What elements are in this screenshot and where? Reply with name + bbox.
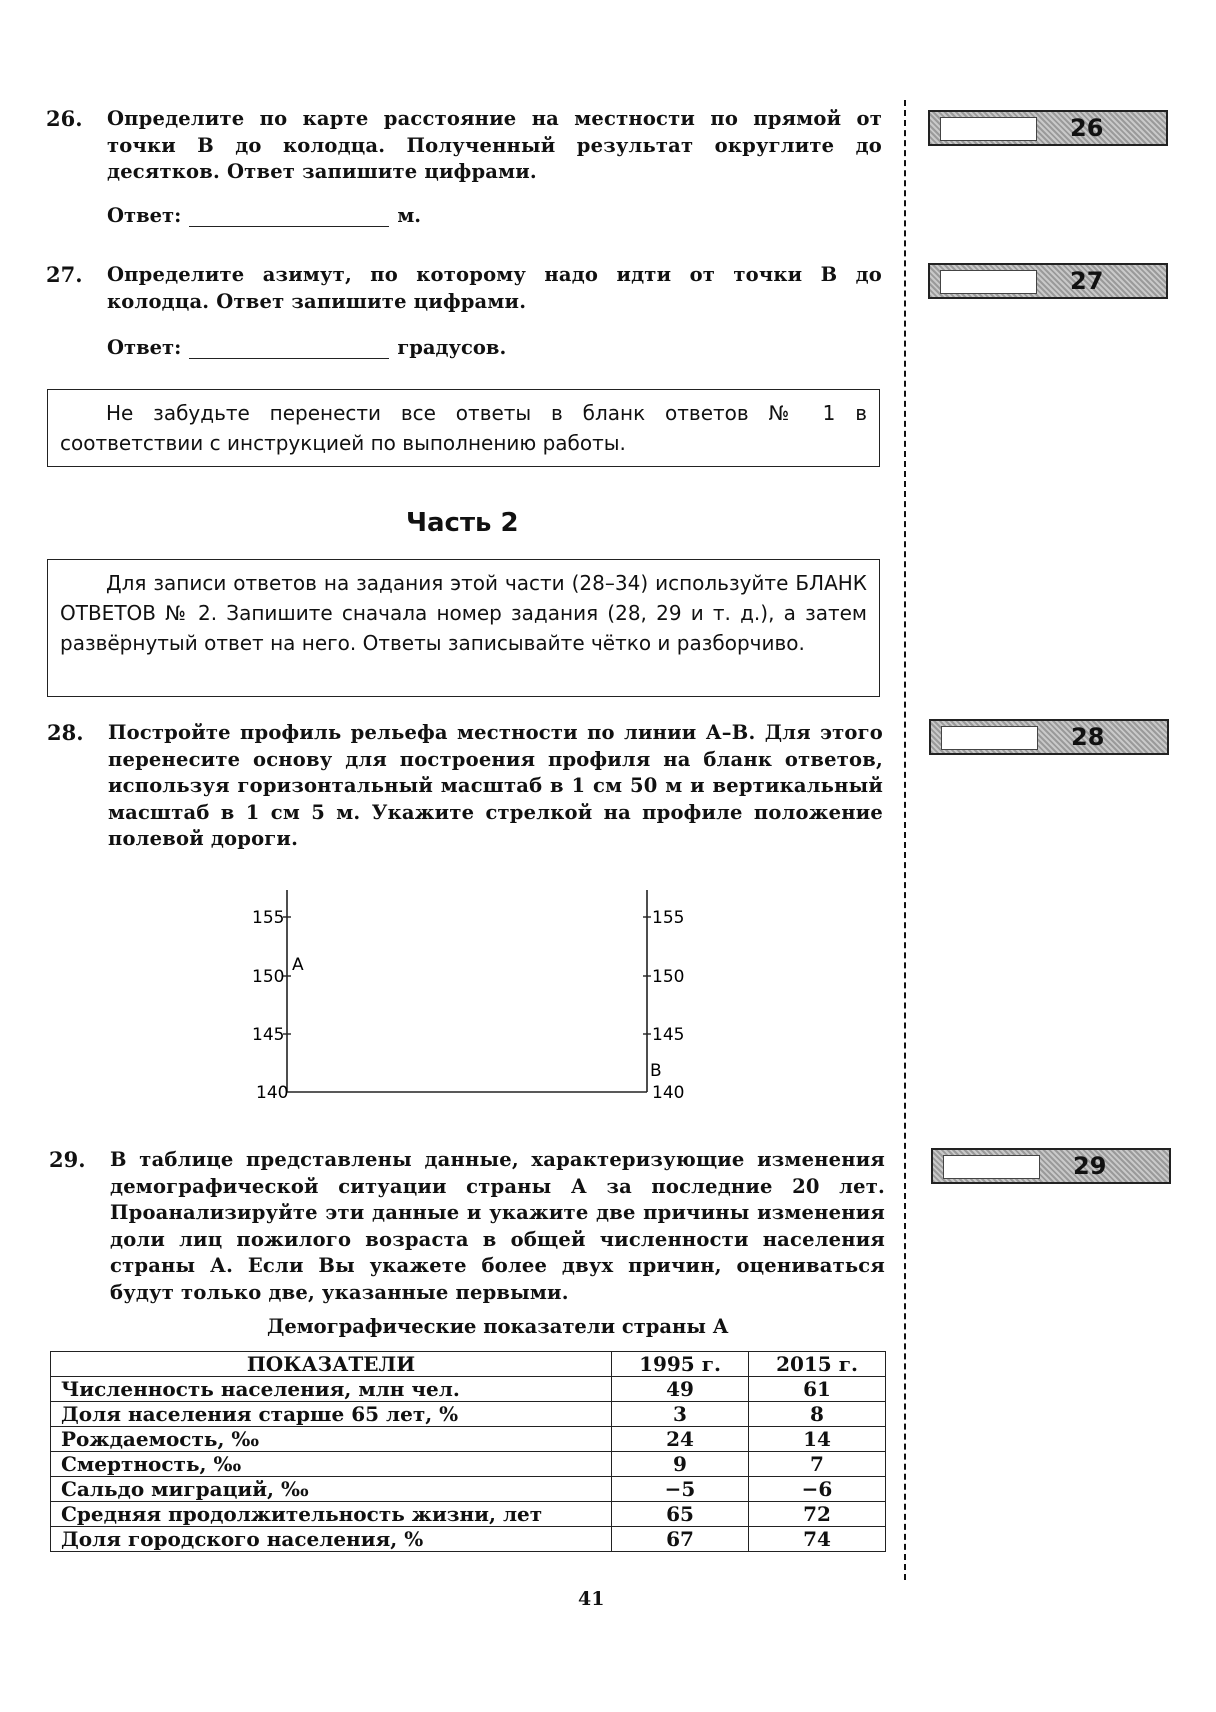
task-27-answer [107,336,506,359]
right-tick-label-155: 155 [652,908,685,928]
answer-box-field[interactable] [943,1155,1040,1179]
row-label: Доля населения старше 65 лет, % [51,1402,612,1427]
part-2-title: Часть 2 [406,508,519,538]
table-row [51,1452,886,1477]
value-1995: 3 [612,1402,749,1427]
right-tick-label-150: 150 [652,967,685,987]
answer-label: Ответ: [107,204,182,227]
transfer-reminder-text: Не забудьте перенести все ответы в бланк ответов № 1 в соответствии с инструкцией по выполнению работы. [60,401,867,455]
header-2015: 2015 г. [749,1352,886,1377]
part-2-instruction-text: Для записи ответов на задания этой части (28–34) используйте БЛАНК ОТВЕТОВ № 2. Запишите сначала номер задания (28, 29 и т. д.), а затем развёрнутый ответ на него. Ответы записывайте чётко и разборчиво. [60,571,867,655]
value-1995: −5 [612,1477,749,1502]
answer-unit: м. [397,204,422,227]
left-tick-label-145: 145 [252,1025,285,1045]
value-2015: 14 [749,1427,886,1452]
value-2015: 72 [749,1502,886,1527]
answer-box-number: 26 [1070,114,1104,142]
answer-box-29 [931,1148,1171,1184]
row-label: Численность населения, млн чел. [51,1377,612,1402]
task-26-number: 26. [46,106,83,131]
task-28-text: Постройте профиль рельефа местности по линии А–В. Для этого перенесите основу для построения профиля на бланк ответов, используя горизонтальный масштаб в 1 см 50 м и вертикальный масштаб в 1 см 5 м. Укажите стрелкой на профиле положение полевой дороги. [108,721,883,850]
answer-box-number: 28 [1071,723,1105,751]
value-2015: 8 [749,1402,886,1427]
task-27-number: 27. [46,262,83,287]
task-26-text: Определите по карте расстояние на местности по прямой от точки В до колодца. Полученный результат округлите до десятков. Ответ запишите цифрами. [107,107,882,183]
value-2015: −6 [749,1477,886,1502]
left-tick-label-140: 140 [256,1083,289,1100]
left-tick-label-150: 150 [252,967,285,987]
row-label: Смертность, ‰ [51,1452,612,1477]
answer-27-field[interactable] [189,338,389,359]
table-row [51,1377,886,1402]
answer-box-26 [928,110,1168,146]
point-a-label: А [292,955,304,975]
table-title: Демографические показатели страны А [267,1315,729,1338]
table-row [51,1427,886,1452]
transfer-reminder-box [47,389,880,467]
row-label: Сальдо миграций, ‰ [51,1477,612,1502]
answer-box-number: 27 [1070,267,1104,295]
value-1995: 49 [612,1377,749,1402]
value-1995: 67 [612,1527,749,1552]
answer-box-28 [929,719,1169,755]
part-2-instruction-box [47,559,880,697]
task-28-number: 28. [47,720,84,745]
table-row [51,1402,886,1427]
value-2015: 7 [749,1452,886,1477]
task-29-number: 29. [49,1147,86,1172]
row-label: Рождаемость, ‰ [51,1427,612,1452]
table-row [51,1477,886,1502]
profile-base-chart [240,880,700,1100]
answer-box-field[interactable] [940,117,1037,141]
right-tick-label-140: 140 [652,1083,685,1100]
page-number: 41 [578,1588,605,1610]
answer-box-27 [928,263,1168,299]
table-header-row [51,1352,886,1377]
right-tick-label-145: 145 [652,1025,685,1045]
header-indicators: ПОКАЗАТЕЛИ [51,1352,612,1377]
cut-line [904,100,906,1580]
answer-label: Ответ: [107,336,182,359]
table-row [51,1502,886,1527]
header-1995: 1995 г. [612,1352,749,1377]
left-tick-label-155: 155 [252,908,285,928]
value-1995: 24 [612,1427,749,1452]
value-2015: 74 [749,1527,886,1552]
answer-unit: градусов. [397,336,507,359]
task-26-answer [107,204,421,227]
row-label: Доля городского населения, % [51,1527,612,1552]
answer-box-number: 29 [1073,1152,1107,1180]
task-29-text: В таблице представлены данные, характеризующие изменения демографической ситуации страны А за последние 20 лет. Проанализируйте эти данные и укажите две причины изменения доли лиц пожилого возраста в общей численности населения страны А. Если Вы укажете более двух причин, оцениваться будут только две, указанные первыми. [110,1148,885,1304]
value-1995: 9 [612,1452,749,1477]
value-2015: 61 [749,1377,886,1402]
answer-26-field[interactable] [189,206,389,227]
row-label: Средняя продолжительность жизни, лет [51,1502,612,1527]
answer-box-field[interactable] [941,726,1038,750]
task-27-text: Определите азимут, по которому надо идти от точки В до колодца. Ответ запишите цифрами. [107,263,882,313]
value-1995: 65 [612,1502,749,1527]
table-row [51,1527,886,1552]
answer-box-field[interactable] [940,270,1037,294]
demographics-table [50,1351,886,1552]
point-b-label: В [650,1061,662,1081]
